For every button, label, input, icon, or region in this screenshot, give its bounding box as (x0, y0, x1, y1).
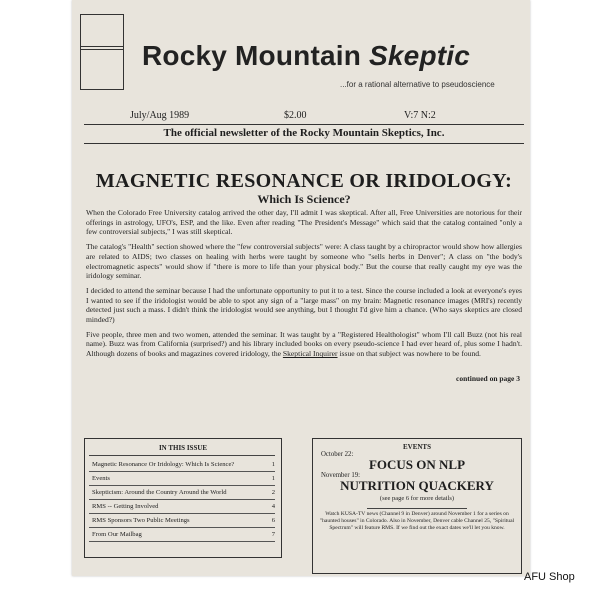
article-body (86, 208, 522, 364)
logo-box-top (80, 14, 124, 50)
continued-note: continued on page 3 (456, 374, 520, 383)
event-date: October 22: (321, 451, 354, 458)
article-subhead: Which Is Science? (257, 192, 351, 206)
event-date: November 19: (321, 472, 361, 479)
event-name: NUTRITION QUACKERY (340, 478, 494, 493)
toc-inner (89, 455, 275, 544)
toc-title: IN THIS ISSUE (158, 444, 208, 452)
issue-date: July/Aug 1989 (130, 110, 190, 121)
toc-item: From Our Mailbag 7 (89, 530, 275, 542)
newsletter-subtitle: The official newsletter of the Rocky Mountain Skeptics, Inc. (163, 127, 445, 139)
skeptical-inquirer-link: Skeptical Inquirer (282, 349, 338, 359)
toc-item: Skepticism: Around the Country Around the World 2 (89, 488, 275, 500)
events-divider (367, 508, 467, 509)
article-paragraph: I decided to attend the seminar because I had the unfortunate opportunity to put it to a test. Since the course included a look at everyone's eyes I wanted to see if the iridologist would be able to spot any sign of a "large mass" on my brain: Magnetic resonance images (MRI's) recently detected just such a mass. I didn't think the iridologist would see anything, but I thought I'd give him a chance. (Who says skeptics are closed minded?) (86, 285, 522, 325)
masthead-italic: Skeptic (369, 40, 471, 71)
article-paragraph: When the Colorado Free University catalog arrived the other day, I'll admit I was skeptical. After all, Free Universities are notorious for their offerings in astrology, UFO's, ESP, and the like. Even after reading "The President's Message" which said that the catalog contained "only a few controversial subjects," I was still skeptical. (86, 208, 522, 237)
toc-item: RMS Sponsors Two Public Meetings 6 (89, 516, 275, 528)
issue-volume: V:7 N:2 (404, 110, 436, 121)
in-this-issue-box (84, 438, 282, 558)
article-headline: MAGNETIC RESONANCE OR IRIDOLOGY: (95, 170, 513, 192)
rule-bottom (84, 143, 524, 144)
masthead-title: Rocky Mountain Skeptic (142, 40, 471, 71)
toc-item: Magnetic Resonance Or Iridology: Which Is Science? 1 (89, 460, 275, 472)
issue-price: $2.00 (284, 110, 307, 121)
events-title: EVENTS (402, 443, 431, 451)
events-box (312, 438, 522, 574)
toc-item: RMS -- Getting Involved 4 (89, 502, 275, 514)
article-paragraph-last: Five people, three men and two women, attended the seminar. It was taught by a "Registered Healthologist" whom I'll call Buzz (not his real name). Buzz was from California (surprised?) and his library included books on every pseudo-science I had ever heard of, plus some I hadn't. Although dozens of books and magazines covered iridology, the Skeptical Inquirer issue on that subject was nowhere to be found. (86, 329, 522, 359)
article-paragraph: The catalog's "Health" section showed where the "few controversial subjects" were: A class taught by a chiropractor would show how allergies are related to AIDS; two classes on healing with herbs were taught by someone who "sells herbs in Denver"; A class on "the body's electromagnetic aspects" would show if "there is more to life than your physical body." But the course that really caught my eye was the iridology seminar. (86, 242, 522, 281)
logo-box-bottom (80, 46, 124, 90)
events-footer: Watch KUSA-TV news (Channel 9 in Denver) around November 1 for a series on "haunted houses" in Colorado. Also in November, Denver cable Channel 25, "Spiritual Spectrum" will feature RMS. If we find out the exact dates we'll let you know. (319, 511, 515, 531)
toc-item: Events 1 (89, 474, 275, 486)
events-note: (see page 6 for more details) (379, 495, 455, 502)
shop-label: AFU Shop (524, 571, 575, 583)
tagline: ...for a rational alternative to pseudoscience (340, 80, 495, 89)
rule-top (84, 124, 524, 125)
event-name: FOCUS ON NLP (368, 457, 466, 472)
toc-list (89, 460, 275, 542)
